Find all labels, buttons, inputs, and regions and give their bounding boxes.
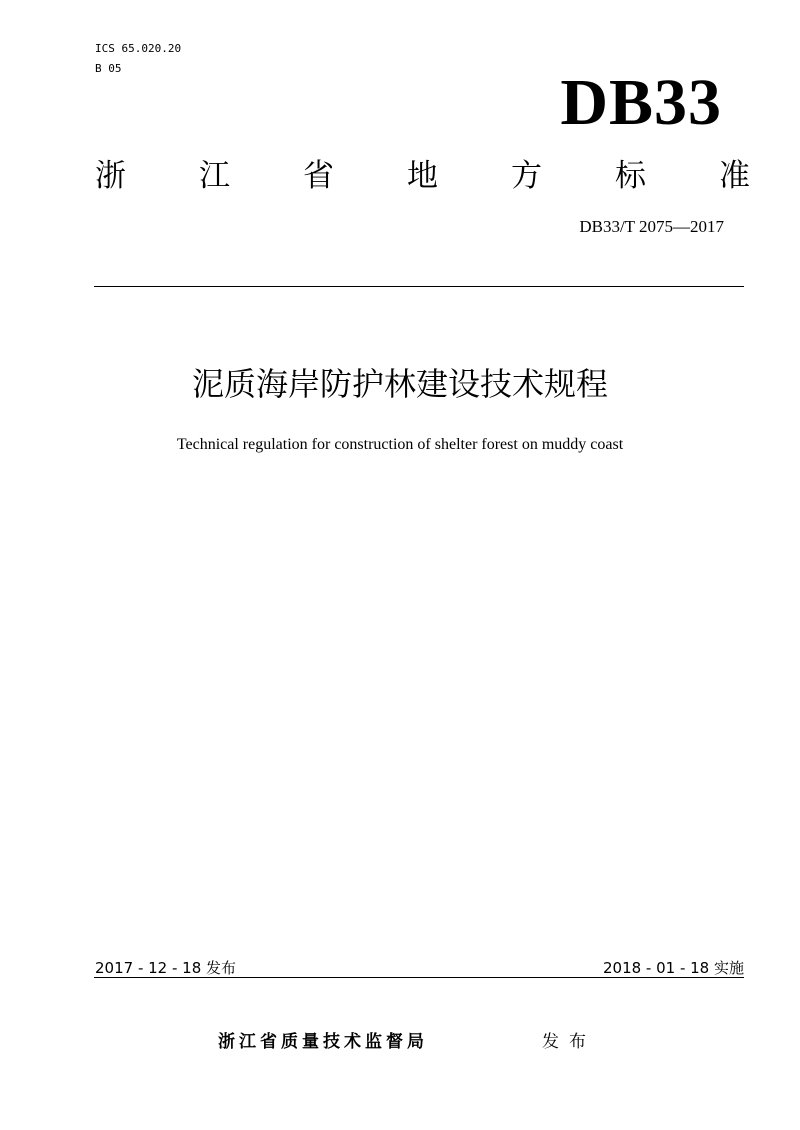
implementation-date: 2018 - 01 - 18 实施: [602, 959, 744, 977]
standard-type: [95, 156, 750, 196]
publish-label: 发布: [542, 1032, 596, 1052]
publisher-name: 浙江省质量技术监督局: [218, 1032, 428, 1052]
top-divider: [94, 286, 744, 287]
standard-type-char: 省: [303, 158, 334, 194]
issue-date: 2017 - 12 - 18 发布: [95, 959, 237, 977]
document-title-en: Technical regulation for construction of shelter forest on muddy coast: [176, 436, 624, 453]
document-title-zh: 泥质海岸防护林建设技术规程: [191, 365, 608, 403]
standard-type-char: 标: [615, 158, 646, 194]
standard-number: DB33/T 2075—2017: [579, 217, 724, 236]
standard-type-char: 浙: [95, 158, 126, 194]
standard-type-char: 方: [511, 158, 542, 194]
standard-type-char: 地: [407, 158, 438, 194]
standard-logo: DB33: [560, 66, 722, 139]
ics-code: ICS 65.020.20: [95, 42, 182, 55]
ccs-code: B 05: [95, 62, 122, 75]
standard-type-char: 江: [199, 158, 230, 194]
standard-type-char: 准: [719, 158, 750, 194]
bottom-divider: [94, 977, 744, 978]
